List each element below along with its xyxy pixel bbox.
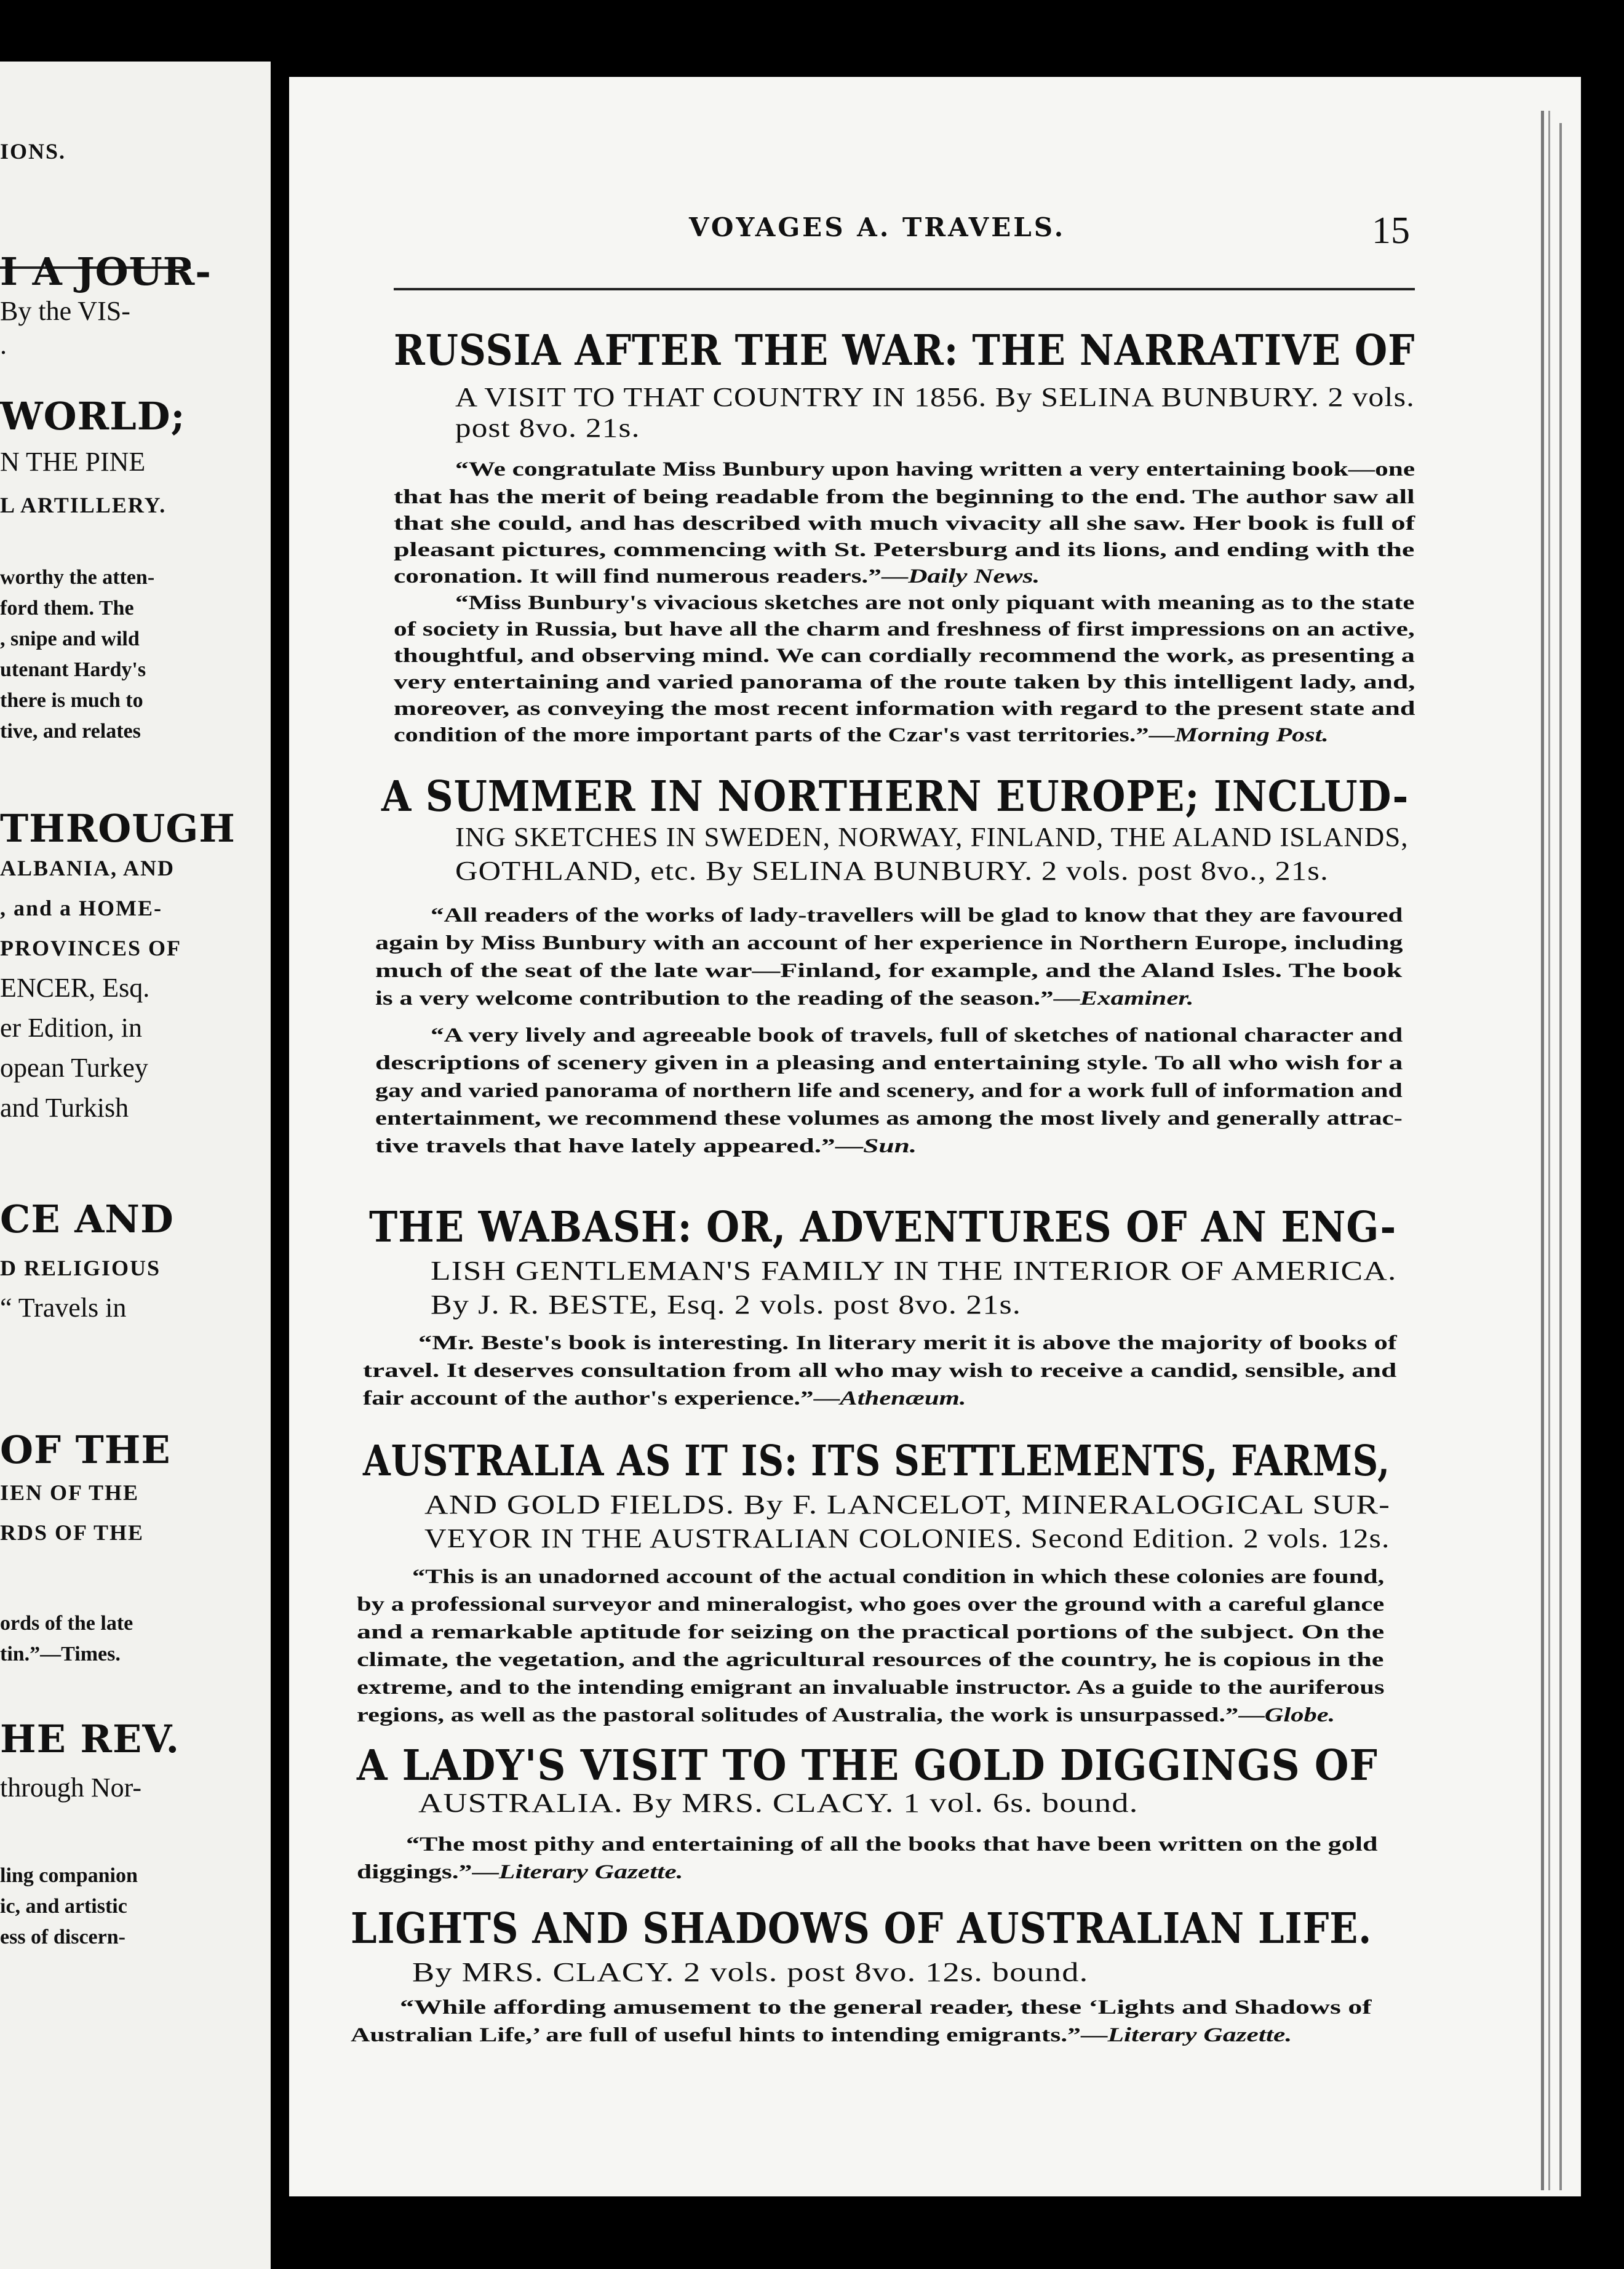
review-quote-line (375, 1107, 1403, 1130)
review-quote-line (394, 539, 1414, 562)
left-page-line: ALBANIA, AND (0, 856, 175, 880)
review-text: that she could, and has described with much vivacity all she saw. Her book is full of (394, 512, 1415, 535)
book-details: LISH GENTLEMAN'S FAMILY IN THE INTERIOR OF AMERICA. (431, 1256, 1397, 1286)
review-text: travel. It deserves consultation from all who may wish to receive a candid, sensible, and (363, 1360, 1397, 1382)
left-page-line: By the VIS- (0, 296, 130, 326)
left-page-line: there is much to (0, 689, 143, 712)
left-page-line: HE REV. (0, 1717, 180, 1761)
review-text: “We congratulate Miss Bunbury upon having written a very entertaining book—one (455, 458, 1415, 481)
review-text: regions, as well as the pastoral solitudes of Australia, the work is unsurpassed.”— (357, 1704, 1265, 1726)
review-text: “This is an unadorned account of the actual condition in which these colonies are found, (412, 1566, 1385, 1588)
left-page-line: OF THE (0, 1427, 171, 1472)
review-text: of society in Russia, but have all the charm and freshness of first impressions on an active, (394, 618, 1415, 640)
review-text: “Mr. Beste's book is interesting. In literary merit it is above the majority of books of (418, 1332, 1397, 1354)
review-quote-line (394, 565, 1040, 588)
review-quote-line (357, 1593, 1384, 1616)
left-page-line: IONS. (0, 139, 66, 164)
review-quote-line (357, 1704, 1335, 1727)
review-quote-line (363, 1360, 1396, 1382)
left-page-line: CE AND (0, 1197, 174, 1242)
review-quote-line (394, 618, 1415, 641)
review-text: descriptions of scenery given in a pleasing and entertaining style. To all who wish for a (375, 1052, 1403, 1074)
left-page-line: N THE PINE (0, 447, 146, 477)
running-title: VOYAGES A. TRAVELS. (689, 212, 1066, 242)
review-text: thoughtful, and observing mind. We can cordially recommend the work, as presenting a (394, 645, 1415, 667)
review-text: climate, the vegetation, and the agricultural resources of the country, he is copious in the (357, 1649, 1384, 1671)
review-text: coronation. It will find numerous readers.”— (394, 565, 909, 588)
book-details: VEYOR IN THE AUSTRALIAN COLONIES. Second Edition. 2 vols. 12s. (424, 1523, 1390, 1553)
review-text: “The most pithy and entertaining of all the books that have been written on the gold (406, 1833, 1378, 1856)
left-page-line: er Edition, in (0, 1013, 142, 1043)
review-source: Examiner. (1080, 987, 1194, 1010)
review-quote-line (394, 724, 1329, 747)
left-page-fragment (0, 62, 271, 2269)
left-page-line: ords of the late (0, 1612, 133, 1635)
left-page-line: ess of discern- (0, 1926, 125, 1948)
left-page-line: , snipe and wild (0, 628, 140, 650)
review-text: is a very welcome contribution to the reading of the season.”— (375, 987, 1080, 1010)
review-quote-line (357, 1677, 1385, 1699)
review-quote-line (357, 1649, 1383, 1672)
review-quote-line (431, 1024, 1403, 1047)
left-page-line: opean Turkey (0, 1053, 148, 1083)
left-page-line: D RELIGIOUS (0, 1256, 161, 1280)
left-page-line: ford them. The (0, 597, 134, 620)
book-details: ING SKETCHES IN SWEDEN, NORWAY, FINLAND, THE ALAND ISLANDS, (455, 822, 1409, 852)
review-text: “While affording amusement to the general reader, these ‘Lights and Shadows of (400, 1996, 1372, 2019)
left-page-line: tive, and relates (0, 720, 141, 743)
book-title: AUSTRALIA AS IT IS: ITS SETTLEMENTS, FARMS, (363, 1437, 1391, 1486)
review-text: and a remarkable aptitude for seizing on the practical portions of the subject. On the (357, 1621, 1385, 1643)
review-quote-line (431, 904, 1403, 927)
review-text: by a professional surveyor and mineralogist, who goes over the ground with a careful glance (357, 1593, 1385, 1616)
review-text: again by Miss Bunbury with an account of her experience in Northern Europe, including (375, 932, 1403, 954)
review-text: that has the merit of being readable from the beginning to the end. The author saw all (394, 486, 1415, 508)
left-page-line: through Nor- (0, 1773, 142, 1803)
page-edge (1541, 111, 1550, 2190)
book-details: post 8vo. 21s. (455, 413, 640, 443)
review-text: Australian Life,’ are full of useful hints to intending emigrants.”— (351, 2024, 1108, 2046)
review-quote-line (375, 987, 1193, 1010)
book-title: A LADY'S VISIT TO THE GOLD DIGGINGS OF (357, 1741, 1378, 1790)
review-quote-line (363, 1387, 966, 1410)
left-page-line: utenant Hardy's (0, 658, 146, 681)
left-page-line: ENCER, Esq. (0, 973, 150, 1003)
left-page-line: tin.”—Times. (0, 1643, 121, 1665)
left-page-line: WORLD; (0, 394, 186, 439)
book-gutter (271, 0, 289, 2269)
review-quote-line (406, 1833, 1378, 1856)
review-quote-line (357, 1861, 683, 1884)
header-rule (394, 288, 1415, 290)
review-text: very entertaining and varied panorama of the route taken by this intelligent lady, and, (394, 671, 1415, 693)
book-details: GOTHLAND, etc. By SELINA BUNBURY. 2 vols. post 8vo., 21s. (455, 856, 1329, 886)
review-quote-line (375, 1080, 1403, 1103)
page-number: 15 (1372, 210, 1410, 252)
review-quote-line (400, 1996, 1372, 2019)
book-details: By MRS. CLACY. 2 vols. post 8vo. 12s. bound. (412, 1957, 1089, 1987)
left-page-line: worthy the atten- (0, 566, 155, 589)
review-text: “All readers of the works of lady-travellers will be glad to know that they are favoured (431, 904, 1403, 927)
page-edge (1559, 123, 1567, 2190)
page-header (689, 212, 1427, 261)
review-text: diggings.”— (357, 1861, 499, 1883)
review-quote-line (455, 592, 1414, 615)
review-text: pleasant pictures, commencing with St. Petersburg and its lions, and ending with the (394, 539, 1415, 561)
left-page-line: “ Travels in (0, 1293, 127, 1323)
left-page-line: , and a HOME- (0, 896, 163, 920)
left-page-line: . (0, 330, 7, 360)
book-details: AND GOLD FIELDS. By F. LANCELOT, MINERALOGICAL SUR- (424, 1489, 1391, 1520)
review-text: “A very lively and agreeable book of travels, full of sketches of national character and (431, 1024, 1403, 1047)
review-source: Daily News. (908, 565, 1040, 588)
review-quote-line (394, 486, 1415, 509)
review-text: entertainment, we recommend these volumes as among the most lively and generally attrac- (375, 1107, 1403, 1130)
review-quote-line (455, 458, 1415, 481)
left-page-line: THROUGH (0, 806, 236, 851)
left-page-line: and Turkish (0, 1093, 129, 1123)
review-quote-line (375, 960, 1402, 983)
book-details: A VISIT TO THAT COUNTRY IN 1856. By SELINA BUNBURY. 2 vols. (455, 382, 1415, 412)
left-page-line: L ARTILLERY. (0, 493, 167, 517)
left-page-line: RDS OF THE (0, 1520, 145, 1545)
review-source: Literary Gazette. (1107, 2024, 1292, 2046)
review-source: Literary Gazette. (498, 1861, 683, 1883)
review-source: Globe. (1264, 1704, 1335, 1726)
book-title: LIGHTS AND SHADOWS OF AUSTRALIAN LIFE. (351, 1904, 1372, 1953)
book-details: By J. R. BESTE, Esq. 2 vols. post 8vo. 21s. (431, 1290, 1022, 1320)
book-title: RUSSIA AFTER THE WAR: THE NARRATIVE OF (394, 326, 1415, 375)
review-text: condition of the more important parts of the Czar's vast territories.”— (394, 724, 1175, 746)
review-source: Athenæum. (840, 1387, 966, 1410)
book-details: AUSTRALIA. By MRS. CLACY. 1 vol. 6s. bound. (418, 1788, 1139, 1818)
left-page-line: ling companion (0, 1864, 138, 1887)
left-page-line: ic, and artistic (0, 1895, 127, 1918)
review-text: tive travels that have lately appeared.”— (375, 1135, 864, 1157)
book-title: A SUMMER IN NORTHERN EUROPE; INCLUD- (381, 772, 1409, 821)
left-page-line: I A JOUR- (0, 249, 212, 294)
review-text: fair account of the author's experience.”— (363, 1387, 840, 1410)
book-title: THE WABASH: OR, ADVENTURES OF AN ENG- (369, 1203, 1397, 1252)
review-quote-line (351, 2024, 1292, 2047)
review-text: moreover, as conveying the most recent information with regard to the present state and (394, 698, 1415, 720)
review-quote-line (394, 645, 1415, 668)
review-quote-line (394, 698, 1415, 720)
review-quote-line (412, 1566, 1384, 1589)
review-quote-line (375, 1052, 1403, 1075)
review-quote-line (375, 1135, 917, 1158)
review-text: gay and varied panorama of northern life and scenery, and for a work full of information and (375, 1080, 1403, 1102)
review-quote-line (357, 1621, 1384, 1644)
left-page-line: IEN OF THE (0, 1480, 140, 1505)
review-source: Sun. (863, 1135, 917, 1157)
review-text: extreme, and to the intending emigrant an invaluable instructor. As a guide to the auriferous (357, 1677, 1385, 1699)
review-text: much of the seat of the late war—Finland, for example, and the Aland Isles. The book (375, 960, 1403, 982)
review-text: “Miss Bunbury's vivacious sketches are not only piquant with meaning as to the state (455, 592, 1415, 614)
review-quote-line (375, 932, 1403, 955)
review-source: Morning Post. (1174, 724, 1329, 746)
left-page-line: PROVINCES OF (0, 936, 182, 960)
review-quote-line (394, 671, 1415, 694)
review-quote-line (394, 512, 1415, 535)
review-quote-line (418, 1332, 1397, 1355)
